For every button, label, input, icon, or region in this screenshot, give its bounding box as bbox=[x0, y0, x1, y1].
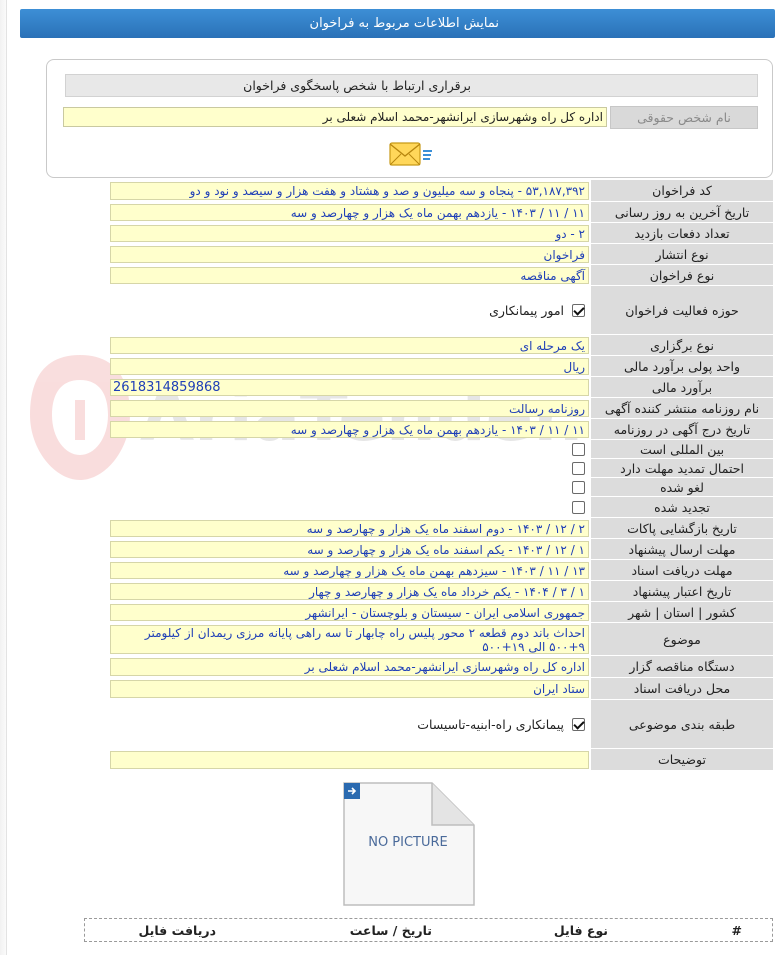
field-submit-deadline bbox=[108, 539, 773, 560]
renewed-checkbox[interactable] bbox=[572, 501, 585, 514]
field-label: توضیحات bbox=[591, 749, 773, 771]
field-call-type bbox=[108, 265, 773, 286]
field-value: ۱ / ۱۲ / ۱۴۰۳ - یکم اسفند ماه یک هزار و چهارصد و سه bbox=[110, 541, 589, 558]
field-value: آگهی مناقصه bbox=[110, 267, 589, 284]
scrollbar-track[interactable] bbox=[0, 0, 7, 955]
field-code bbox=[108, 180, 773, 202]
field-extension bbox=[108, 459, 773, 478]
field-category bbox=[108, 700, 773, 749]
field-label: دستگاه مناقصه گزار bbox=[591, 656, 773, 678]
col-date-time: تاریخ / ساعت bbox=[349, 923, 432, 938]
field-value: ۱۱ / ۱۱ / ۱۴۰۳ - یازدهم بهمن ماه یک هزار و چهارصد و سه bbox=[110, 421, 589, 438]
field-value: ۲ - دو bbox=[110, 225, 589, 242]
field-label: احتمال تمدید مهلت دارد bbox=[591, 459, 773, 478]
contact-value: اداره کل راه وشهرسازی ایرانشهر-محمد اسلام شعلی بر bbox=[63, 107, 607, 127]
field-newspaper bbox=[108, 398, 773, 419]
field-activity-area bbox=[108, 286, 773, 335]
field-label: واحد پولی برآورد مالی bbox=[591, 356, 773, 377]
envelope-icon[interactable] bbox=[386, 140, 434, 170]
field-subject bbox=[108, 623, 773, 656]
field-label: تعداد دفعات بازدید bbox=[591, 223, 773, 244]
field-label: محل دریافت اسناد bbox=[591, 678, 773, 700]
page-title: نمایش اطلاعات مربوط به فراخوان bbox=[309, 16, 499, 31]
contact-title: برقراری ارتباط با شخص پاسخگوی فراخوان bbox=[65, 74, 758, 97]
field-value bbox=[110, 751, 589, 769]
field-doc-deadline bbox=[108, 560, 773, 581]
field-label: لغو شده bbox=[591, 478, 773, 497]
field-label: تاریخ بازگشایی پاکات bbox=[591, 518, 773, 539]
field-value: احداث باند دوم قطعه ۲ محور پلیس راه چابهار تا سه راهی پایانه مرزی ریمدان از کیلومتر ۹+۵۰۰ الی ۱۹+۵۰۰ bbox=[110, 625, 589, 654]
files-table-header bbox=[84, 918, 773, 942]
cancelled-checkbox[interactable] bbox=[572, 481, 585, 494]
international-checkbox[interactable] bbox=[572, 443, 585, 456]
field-value: ریال bbox=[110, 358, 589, 375]
field-cancelled bbox=[108, 478, 773, 497]
field-value: ۱۳ / ۱۱ / ۱۴۰۳ - سیزدهم بهمن ماه یک هزار و چهارصد و سه bbox=[110, 562, 589, 579]
field-value: فراخوان bbox=[110, 246, 589, 263]
field-organizer bbox=[108, 656, 773, 678]
field-label: نام روزنامه منتشر کننده آگهی bbox=[591, 398, 773, 419]
field-value: جمهوری اسلامی ایران - سیستان و بلوچستان - ایرانشهر bbox=[110, 604, 589, 621]
field-label: نوع برگزاری bbox=[591, 335, 773, 356]
checkbox-label: پیمانکاری راه-ابنیه-تاسیسات bbox=[417, 717, 564, 732]
field-label: برآورد مالی bbox=[591, 377, 773, 398]
field-label: تاریخ اعتبار پیشنهاد bbox=[591, 581, 773, 602]
field-value: روزنامه رسالت bbox=[110, 400, 589, 417]
field-label: مهلت دریافت اسناد bbox=[591, 560, 773, 581]
field-opening-date bbox=[108, 518, 773, 539]
field-value: ۱۱ / ۱۱ / ۱۴۰۳ - یازدهم بهمن ماه یک هزار و چهارصد و سه bbox=[110, 204, 589, 221]
field-renewed bbox=[108, 497, 773, 518]
field-label: کد فراخوان bbox=[591, 180, 773, 202]
field-label: کشور | استان | شهر bbox=[591, 602, 773, 623]
page-header bbox=[20, 9, 775, 38]
field-label: نوع فراخوان bbox=[591, 265, 773, 286]
field-value: ۱ / ۳ / ۱۴۰۴ - یکم خرداد ماه یک هزار و چهارصد و چهار bbox=[110, 583, 589, 600]
field-estimate bbox=[108, 377, 773, 398]
checkbox-label: امور پیمانکاری bbox=[489, 303, 564, 318]
field-label: بین المللی است bbox=[591, 440, 773, 459]
field-visits bbox=[108, 223, 773, 244]
field-value: 2618314859868 bbox=[110, 379, 589, 396]
col-file-type: نوع فایل bbox=[553, 923, 608, 938]
field-notes bbox=[108, 749, 773, 771]
field-newspaper-date bbox=[108, 419, 773, 440]
field-label: مهلت ارسال پیشنهاد bbox=[591, 539, 773, 560]
field-validity-date bbox=[108, 581, 773, 602]
category-checkbox[interactable] bbox=[572, 718, 585, 731]
field-label: نوع انتشار bbox=[591, 244, 773, 265]
extension-checkbox[interactable] bbox=[572, 462, 585, 475]
field-value: ۲ / ۱۲ / ۱۴۰۳ - دوم اسفند ماه یک هزار و چهارصد و سه bbox=[110, 520, 589, 537]
col-index: # bbox=[731, 923, 742, 938]
field-value: اداره کل راه وشهرسازی ایرانشهر-محمد اسلام شعلی بر bbox=[110, 658, 589, 676]
activity-checkbox[interactable] bbox=[572, 304, 585, 317]
field-label: موضوع bbox=[591, 623, 773, 656]
contact-panel bbox=[46, 59, 773, 178]
no-picture-text: NO PICTURE bbox=[368, 835, 448, 850]
field-label: حوزه فعالیت فراخوان bbox=[591, 286, 773, 335]
contact-label: نام شخص حقوقی bbox=[610, 106, 758, 129]
field-label: طبقه بندی موضوعی bbox=[591, 700, 773, 749]
field-value: ۵۳,۱۸۷,۳۹۲ - پنجاه و سه میلیون و صد و هشتاد و هفت هزار و سیصد و نود و دو bbox=[110, 182, 589, 200]
no-picture-image bbox=[340, 779, 480, 909]
field-label: تاریخ درج آگهی در روزنامه bbox=[591, 419, 773, 440]
field-hold-type bbox=[108, 335, 773, 356]
field-label: تجدید شده bbox=[591, 497, 773, 518]
field-publish-type bbox=[108, 244, 773, 265]
field-location bbox=[108, 602, 773, 623]
field-currency bbox=[108, 356, 773, 377]
field-value: ستاد ایران bbox=[110, 680, 589, 698]
field-label: تاریخ آخرین به روز رسانی bbox=[591, 202, 773, 223]
col-download: دریافت فایل bbox=[138, 923, 216, 938]
field-last-update bbox=[108, 202, 773, 223]
field-international bbox=[108, 440, 773, 459]
field-value: یک مرحله ای bbox=[110, 337, 589, 354]
field-doc-place bbox=[108, 678, 773, 700]
